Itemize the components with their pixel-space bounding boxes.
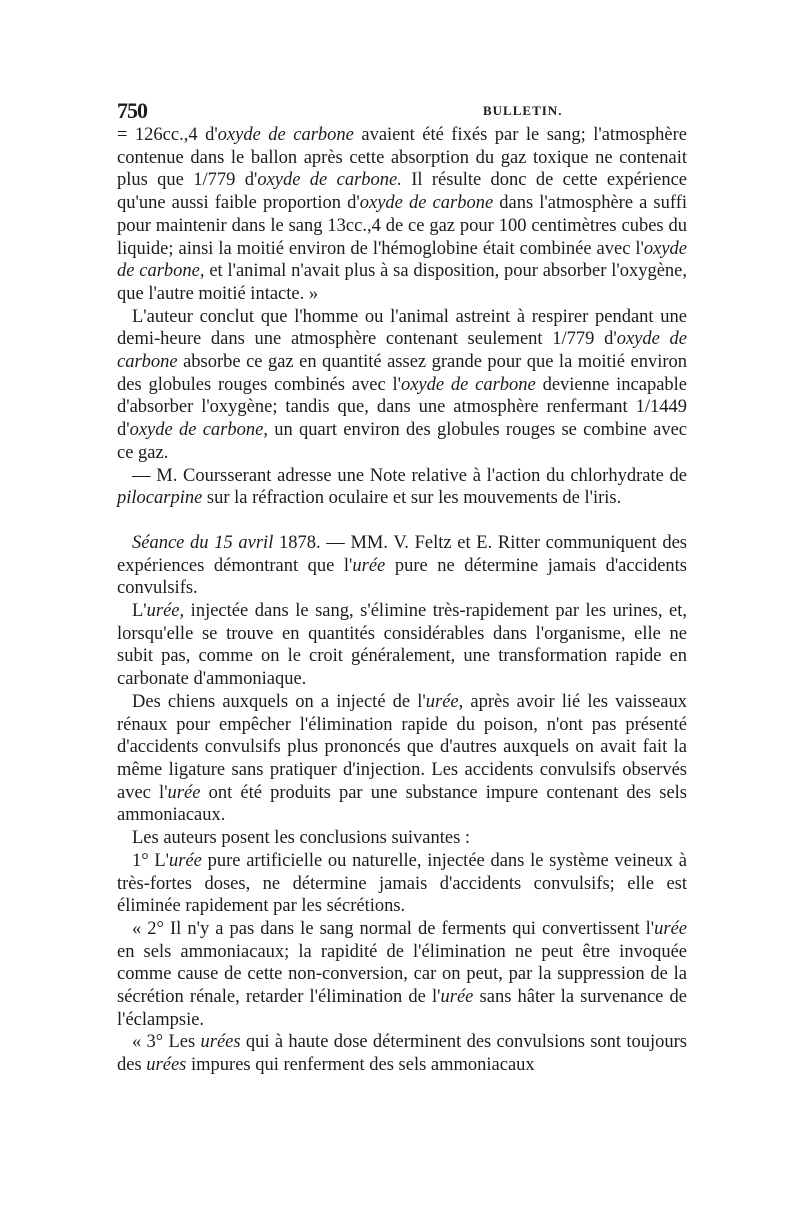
italic-text: oxyde de carbone <box>359 193 494 214</box>
text-run: Des chiens auxquels on a injecté de l' <box>132 691 426 712</box>
text-run: en sels ammoniacaux; la rapidité de l'élimination ne peut être invoquée comme cause de cette non-conversion, car on peut, par la suppression de la sécrétion rénale, retarder l'élimination de l' <box>117 941 687 1008</box>
text-run: sur la réfraction oculaire et sur les mouvements de l'iris. <box>202 488 622 509</box>
italic-text: urée <box>352 555 386 576</box>
paragraph <box>117 918 687 1032</box>
italic-text: Séance du 15 avril <box>132 532 274 553</box>
text-run: devienne incapable d'absorber l'oxygène; tandis que, dans une atmosphère renfermant 1/1449 d' <box>117 374 688 441</box>
text-run: avaient été fixés par le sang; l'atmosphère contenue dans le ballon après cette absorption du gaz toxique ne contenait plus que 1/779 d' <box>117 125 687 191</box>
text-run: « 2° Il n'y a pas dans le sang normal de ferments qui convertissent l' <box>132 918 655 939</box>
paragraph <box>117 691 687 827</box>
paragraph <box>117 850 687 918</box>
text-run: , après avoir lié les vaisseaux rénaux pour empêcher l'élimination rapide du poison, n'ont pas présenté d'accidents convulsifs plus prononcés que d'autres auxquels on avait fait la même ligature sans pratiquer d'injection. Les accidents convulsifs observés avec l' <box>117 691 687 803</box>
paragraph <box>117 1031 687 1076</box>
italic-text: urée <box>654 918 687 939</box>
italic-text: urée <box>169 850 202 871</box>
text-run: absorbe ce gaz en quantité assez grande pour que la moitié environ des globules rouges combinés avec l' <box>117 352 687 395</box>
italic-text: urée <box>440 987 474 1008</box>
text-run: = 126cc.,4 d' <box>117 125 218 145</box>
text-run: Il résulte donc de cette expérience qu'une aussi faible proportion d' <box>117 170 688 214</box>
text-run: Les auteurs posent les conclusions suivantes : <box>132 828 471 849</box>
text-run: pure artificielle ou naturelle, injectée dans le système veineux à très-fortes doses, ne détermine jamais d'accidents convulsifs; elle est éliminée rapidement par les sécrétions. <box>117 850 687 917</box>
text-run: L' <box>132 601 147 622</box>
text-run: dans l'atmosphère a suffi pour maintenir dans le sang 13cc.,4 de ce gaz pour 100 centimètres cubes du liquide; ainsi la moitié environ de l'hémoglobine était combinée avec l' <box>117 193 688 259</box>
paragraph <box>117 124 687 306</box>
italic-text: urées <box>200 1032 241 1053</box>
italic-text: oxyde de carbone. <box>257 170 402 191</box>
text-run: sans hâter la survenance de l'éclampsie. <box>117 987 687 1030</box>
page-header <box>117 98 687 122</box>
text-run: L'auteur conclut que l'homme ou l'animal astreint à respirer pendant une demi-heure dans une atmosphère contenant seulement 1/779 d' <box>117 306 687 350</box>
text-run: , un quart environ des globules rouges se combine avec ce gaz. <box>117 420 688 463</box>
text-run: ont été produits par une substance impure contenant des sels ammoniacaux. <box>117 782 688 826</box>
paragraph <box>117 600 687 691</box>
paragraph <box>117 827 687 850</box>
italic-text: oxyde de carbone <box>117 238 687 282</box>
text-run: impures qui renferment des sels ammoniacaux <box>186 1055 535 1076</box>
paragraph <box>117 465 687 510</box>
text-run: 1878. — MM. V. Feltz et E. Ritter communiquent des expériences démontrant que l' <box>117 532 687 576</box>
italic-text: oxyde de carbone <box>117 329 687 373</box>
italic-text: urée, <box>146 601 185 622</box>
text-run: — M. Coursserant adresse une Note relative à l'action du chlorhydrate de <box>132 465 687 486</box>
text-run: , et l'animal n'avait plus à sa disposition, pour absorber l'oxygène, que l'autre moitié intacte. » <box>117 261 687 304</box>
italic-text: oxyde de carbone <box>400 374 536 395</box>
italic-text: urées <box>146 1055 187 1076</box>
page-number: 750 <box>117 98 147 123</box>
running-title: BULLETIN. <box>483 103 563 118</box>
body-text <box>117 124 687 1077</box>
text-run: qui à haute dose déterminent des convulsions sont toujours des <box>117 1032 687 1076</box>
italic-text: oxyde de carbone <box>129 420 264 441</box>
text-run: pure ne détermine jamais d'accidents convulsifs. <box>117 555 687 599</box>
text-run: 1° L' <box>132 850 170 871</box>
italic-text: oxyde de carbone <box>217 125 354 145</box>
paragraph <box>117 306 687 465</box>
paragraph <box>117 532 687 600</box>
text-run: « 3° Les <box>132 1032 201 1053</box>
italic-text: urée <box>425 691 459 712</box>
italic-text: pilocarpine <box>117 488 203 509</box>
italic-text: urée <box>167 782 201 803</box>
text-run: injectée dans le sang, s'élimine très-rapidement par les urines, et, lorsqu'elle se trouve en quantités considérables dans l'organisme, elle ne subit pas, comme on le croit généralement, une transformation rapide en carbonate d'ammoniaque. <box>117 601 687 690</box>
